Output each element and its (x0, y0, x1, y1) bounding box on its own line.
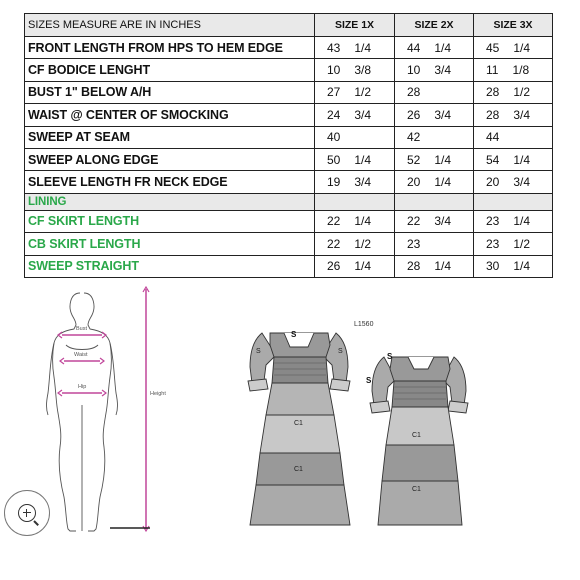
table-header-label: SIZES MEASURE ARE IN INCHES (25, 14, 315, 37)
size-value-cell (395, 210, 474, 232)
value-whole: 23 (486, 236, 500, 251)
measure-arrows (58, 287, 149, 531)
size-header-3x: SIZE 3X (474, 14, 553, 37)
value-fraction: 1/4 (513, 40, 531, 55)
size-value-cell (395, 233, 474, 255)
value-whole: 10 (327, 63, 341, 78)
zoom-handle-icon (33, 520, 39, 526)
size-value-cell (474, 59, 553, 81)
row-label: CF SKIRT LENGTH (25, 210, 315, 232)
size-value-cell (315, 255, 395, 277)
size-value-cell (395, 255, 474, 277)
table-row (25, 104, 553, 126)
table-row (25, 171, 553, 193)
value-whole: 22 (327, 236, 341, 251)
table-row (25, 37, 553, 59)
size-header-1x: SIZE 1X (315, 14, 395, 37)
value-fraction: 1/4 (434, 175, 452, 190)
value-whole: 20 (407, 175, 421, 190)
size-value-cell (395, 104, 474, 126)
value-whole: 11 (486, 63, 499, 78)
row-label: WAIST @ CENTER OF SMOCKING (25, 104, 315, 126)
value-fraction: 3/8 (354, 63, 372, 78)
size-value-cell (315, 126, 395, 148)
value-whole: 19 (327, 175, 341, 190)
size-value-cell (315, 104, 395, 126)
dress-front-sketch (248, 333, 350, 525)
value-whole: 50 (327, 152, 341, 167)
table-row (25, 210, 553, 232)
front-mark-c1-2: C1 (294, 466, 303, 473)
measurement-illustrations (0, 285, 580, 580)
value-whole: 44 (486, 130, 500, 145)
value-fraction: 3/4 (434, 214, 452, 229)
row-label: SLEEVE LENGTH FR NECK EDGE (25, 171, 315, 193)
value-fraction: 3/4 (513, 175, 531, 190)
empty-cell (315, 193, 395, 210)
zoom-in-icon (18, 504, 36, 522)
row-label: CF BODICE LENGHT (25, 59, 315, 81)
value-fraction: 3/4 (354, 175, 372, 190)
value-whole: 24 (327, 107, 341, 122)
model-code: L1560 (354, 321, 374, 328)
bust-label: Bust (76, 326, 88, 332)
hip-label: Hip (78, 384, 87, 390)
value-fraction: 1/4 (354, 214, 372, 229)
value-fraction: 1/2 (354, 236, 372, 251)
value-fraction: 1/4 (354, 259, 372, 274)
empty-cell (474, 193, 553, 210)
front-mark-s-1: S (291, 330, 297, 339)
size-value-cell (395, 148, 474, 170)
zoom-button[interactable] (4, 490, 50, 536)
illustration-area (0, 285, 580, 580)
table-header-row (25, 14, 553, 37)
size-value-cell (315, 233, 395, 255)
value-fraction: 1/4 (513, 259, 531, 274)
value-whole: 22 (327, 214, 341, 229)
size-value-cell (474, 104, 553, 126)
size-value-cell (474, 37, 553, 59)
value-fraction: 1/4 (513, 152, 531, 167)
table-row (25, 148, 553, 170)
size-value-cell (474, 171, 553, 193)
front-mark-c1-1: C1 (294, 420, 303, 427)
size-value-cell (315, 37, 395, 59)
size-value-cell (315, 59, 395, 81)
value-fraction: 3/4 (354, 107, 372, 122)
value-fraction: 3/4 (434, 107, 452, 122)
back-mark-c1-1: C1 (412, 432, 421, 439)
row-label: CB SKIRT LENGTH (25, 233, 315, 255)
size-value-cell (474, 255, 553, 277)
value-whole: 42 (407, 130, 421, 145)
size-chart-table (24, 13, 553, 278)
row-label: SWEEP STRAIGHT (25, 255, 315, 277)
front-mark-s-2: S (256, 348, 261, 355)
value-fraction: 1/4 (434, 40, 452, 55)
value-fraction: 1/4 (354, 40, 372, 55)
size-value-cell (395, 171, 474, 193)
waist-label: Waist (74, 352, 88, 358)
value-whole: 28 (486, 85, 500, 100)
size-value-cell (474, 126, 553, 148)
value-fraction: 1/2 (513, 85, 531, 100)
value-whole: 54 (486, 152, 500, 167)
value-whole: 44 (407, 40, 421, 55)
value-whole: 22 (407, 214, 421, 229)
value-fraction: 1/4 (434, 259, 452, 274)
value-whole: 23 (486, 214, 500, 229)
value-whole: 20 (486, 175, 500, 190)
size-header-2x: SIZE 2X (395, 14, 474, 37)
height-label: Height (150, 391, 166, 397)
value-fraction: 1/4 (354, 152, 372, 167)
value-whole: 28 (407, 259, 421, 274)
value-whole: 23 (407, 236, 421, 251)
value-whole: 28 (407, 85, 421, 100)
value-whole: 40 (327, 130, 341, 145)
size-value-cell (395, 81, 474, 103)
lining-section-label: LINING (25, 193, 315, 210)
back-mark-s-2: S (366, 376, 372, 385)
value-fraction: 3/4 (434, 63, 452, 78)
size-value-cell (395, 37, 474, 59)
table-row (25, 81, 553, 103)
value-whole: 26 (407, 107, 421, 122)
size-value-cell (395, 126, 474, 148)
empty-cell (395, 193, 474, 210)
value-fraction: 1/2 (354, 85, 372, 100)
row-label: FRONT LENGTH FROM HPS TO HEM EDGE (25, 37, 315, 59)
row-label: SWEEP AT SEAM (25, 126, 315, 148)
size-value-cell (474, 210, 553, 232)
value-fraction: 1/8 (512, 63, 530, 78)
value-whole: 28 (486, 107, 500, 122)
row-label: SWEEP ALONG EDGE (25, 148, 315, 170)
table-row (25, 233, 553, 255)
value-whole: 27 (327, 85, 341, 100)
lining-section-row (25, 193, 553, 210)
size-value-cell (474, 81, 553, 103)
size-value-cell (315, 210, 395, 232)
size-value-cell (315, 171, 395, 193)
table-row (25, 126, 553, 148)
back-mark-c1-2: C1 (412, 486, 421, 493)
value-whole: 10 (407, 63, 421, 78)
table-row (25, 255, 553, 277)
value-fraction: 1/4 (434, 152, 452, 167)
size-value-cell (315, 81, 395, 103)
table-row (25, 59, 553, 81)
dress-back-sketch (370, 357, 468, 525)
size-value-cell (315, 148, 395, 170)
value-whole: 43 (327, 40, 341, 55)
back-mark-s-1: S (387, 352, 393, 361)
size-value-cell (474, 148, 553, 170)
value-fraction: 1/4 (513, 214, 531, 229)
value-whole: 30 (486, 259, 500, 274)
value-whole: 26 (327, 259, 341, 274)
size-value-cell (395, 59, 474, 81)
value-fraction: 1/2 (513, 236, 531, 251)
size-value-cell (474, 233, 553, 255)
table-body (25, 37, 553, 278)
row-label: BUST 1" BELOW A/H (25, 81, 315, 103)
value-fraction: 3/4 (513, 107, 531, 122)
body-measure-lines (62, 289, 146, 529)
front-mark-s-3: S (338, 348, 343, 355)
value-whole: 52 (407, 152, 421, 167)
value-whole: 45 (486, 40, 500, 55)
